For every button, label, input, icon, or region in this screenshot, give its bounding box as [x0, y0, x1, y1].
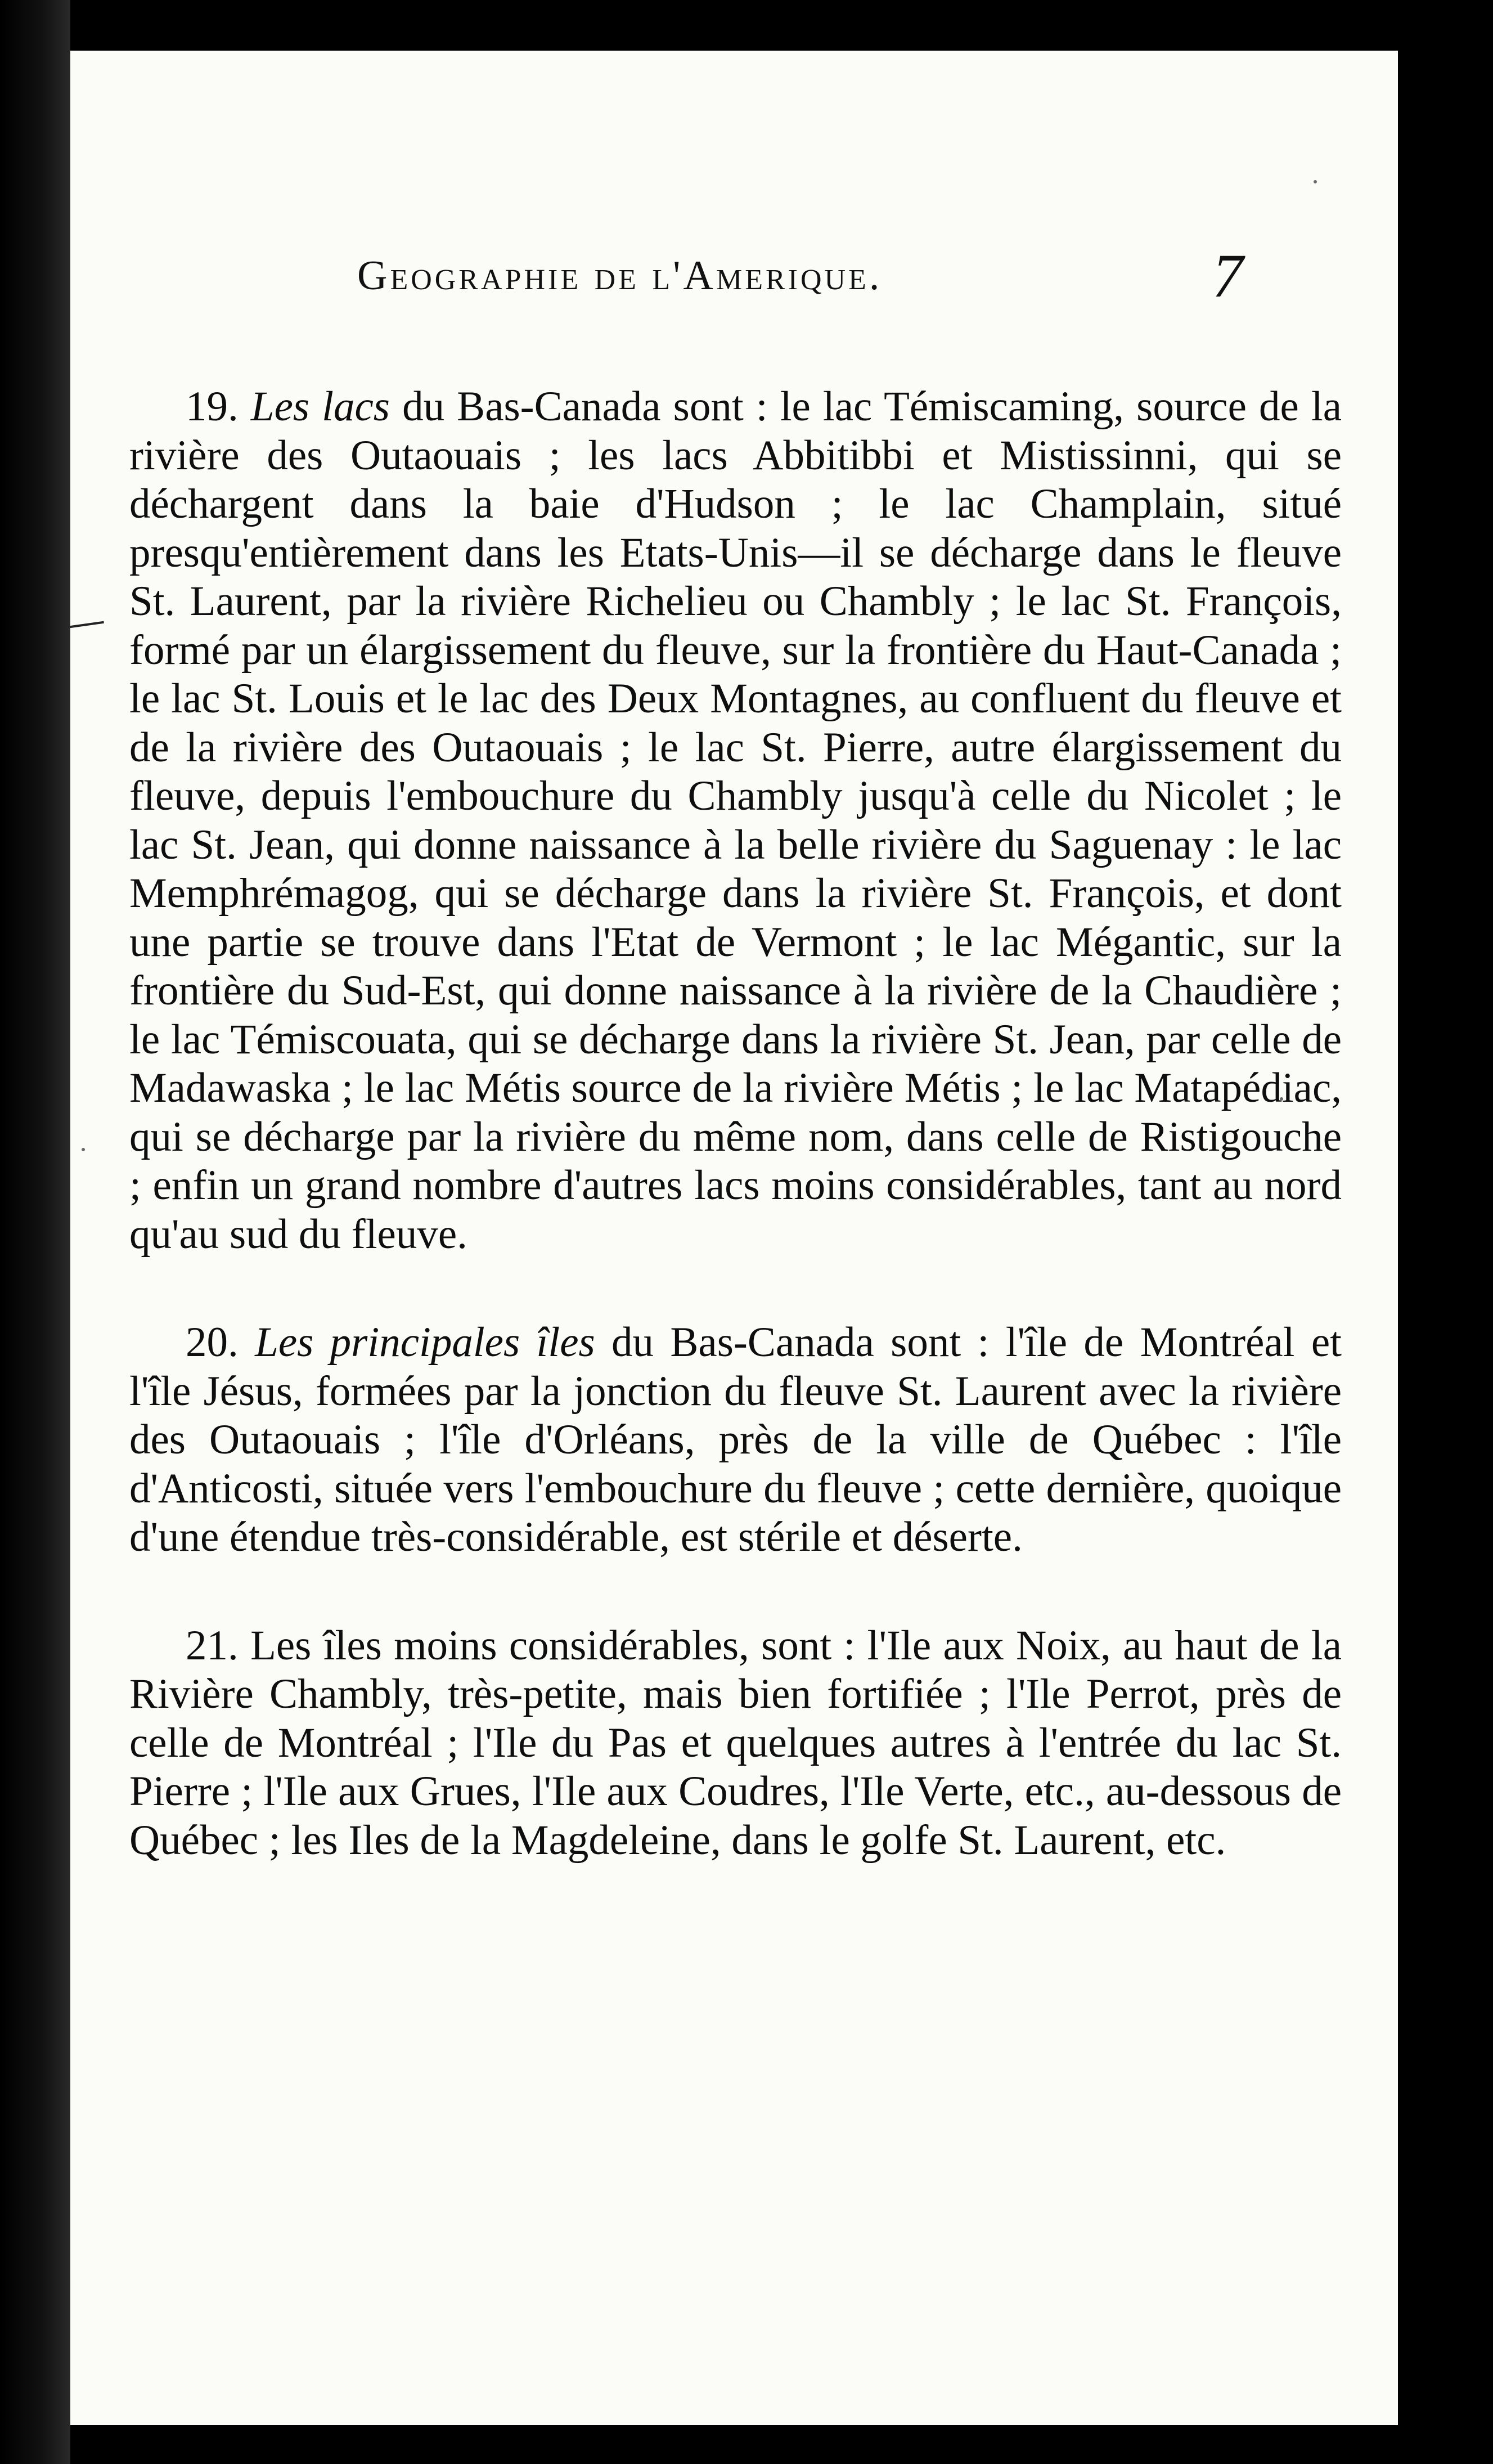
paragraph-text: du Bas-Canada sont : le lac Témiscaming, source de la rivière des Outaouais ; les lacs Abbitibbi et Mistissinni, qui se déchargent dans la baie d'Hudson ; le lac Champlain, situé presqu'entièrement dans les Etats-Unis—il se décharge dans le fleuve St. Laurent, par la rivière Richelieu ou Chambly ; le lac St. François, formé par un élargissement du fleuve, sur la frontière du Haut-Canada ; le lac St. Louis et le lac des Deux Montagnes, au confluent du fleuve et de la rivière des Outaouais ; le lac St. Pierre, autre élargissement du fleuve, depuis l'embouchure du Chambly jusqu'à celle du Nicolet ; le lac St. Jean, qui donne naissance à la belle rivière du Saguenay : le lac Memphrémagog, qui se décharge dans la rivière St. François, et dont une partie se trouve dans l'Etat de Vermont ; le lac Mégantic, sur la frontière du Sud-Est, qui donne naissance à la rivière de la Chaudière ; le lac Témiscouata, qui se décharge dans la rivière St. Jean, par celle de Madawaska ; le lac Métis source de la rivière Métis ; le lac Matapédiac, qui se décharge par la rivière du même nom, dans celle de Ristigouche ; enfin un grand nombre d'autres lacs moins considérables, tant au nord qu'au sud du fleuve. — [129, 383, 1342, 1258]
page-header — [70, 236, 1398, 315]
left-book-edge — [0, 0, 70, 2464]
stray-ink-dot — [1314, 180, 1317, 183]
paragraph-number: 20. — [186, 1319, 239, 1366]
paragraph-20 — [129, 1318, 1342, 1562]
paragraph-text: du Bas-Canada sont : l'île de Montréal et l'île Jésus, formées par la jonction du fleuve St. Laurent avec la rivière des Outaouais ; l'île d'Orléans, près de la ville de Québec : l'île d'Anticosti, située vers l'embouchure du fleuve ; cette dernière, quoique d'une étendue très-considérable, est stérile et déserte. — [129, 1319, 1342, 1560]
paragraph-19 — [129, 383, 1342, 1259]
running-title: Geographie de l'Amerique. — [357, 253, 883, 299]
page-number: 7 — [1212, 241, 1243, 310]
paragraph-number: 21. — [186, 1622, 239, 1669]
stray-ink-dot — [82, 1148, 85, 1151]
paragraph-number: 19. — [186, 383, 239, 430]
body-text — [129, 383, 1342, 1865]
paragraph-lead: Les principales îles — [255, 1319, 595, 1366]
margin-mark — [70, 621, 104, 630]
paragraph-21 — [129, 1622, 1342, 1865]
book-page — [70, 51, 1398, 2425]
paragraph-lead: Les lacs — [250, 383, 390, 430]
right-book-edge — [1398, 0, 1493, 2464]
paragraph-text: Les îles moins considérables, sont : l'Ile aux Noix, au haut de la Rivière Chambly, très-petite, mais bien fortifiée ; l'Ile Perrot, près de celle de Montréal ; l'Ile du Pas et quelques autres à l'entrée du lac St. Pierre ; l'Ile aux Grues, l'Ile aux Coudres, l'Ile Verte, etc., au-dessous de Québec ; les Iles de la Magdeleine, dans le golfe St. Laurent, etc. — [129, 1622, 1342, 1864]
